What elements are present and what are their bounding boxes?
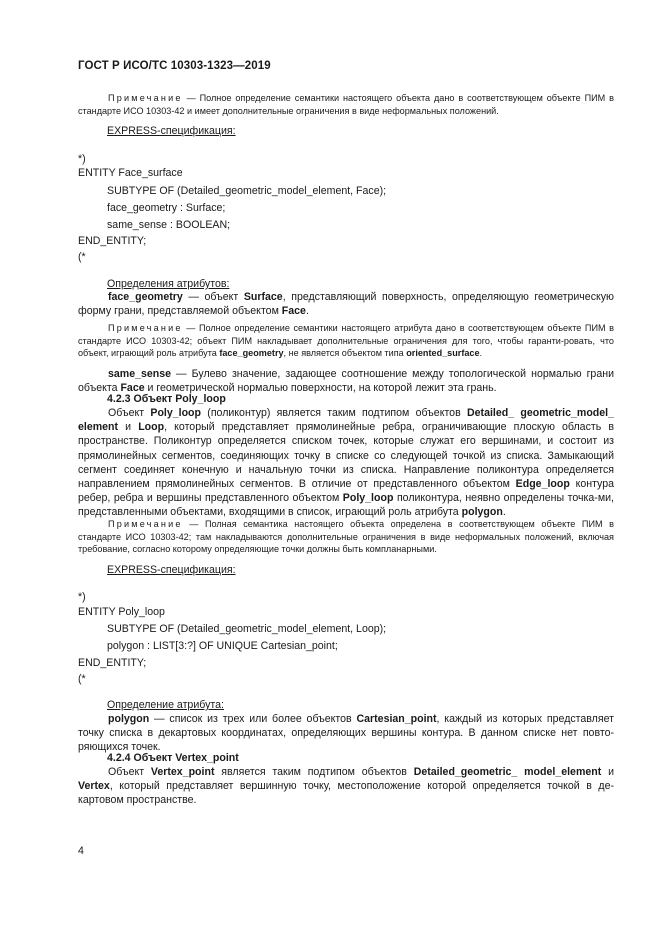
code-line: same_sense : BOOLEAN; [107, 219, 231, 231]
same-sense-definition: same_sense — Булево значение, задающее соотношение между топологической нормалью грани объекта Face и геометрической нормалью поверхности, на которой лежит эта грань. [78, 368, 614, 395]
page-number: 4 [78, 845, 84, 857]
code-line: ENTITY Poly_loop [78, 606, 165, 618]
note-label: Примечание [108, 93, 183, 103]
section-heading-4-2-3: 4.2.3 Объект Poly_loop [107, 393, 226, 405]
note-3: Примечание — Полная семантика настоящего объекта определена в соответствующем объекте ПИМ в стандарте ИСО 10303-42; там накладываются дополнительные ограничения в виде неформальных положений, включая требование, согласно которому определяющие точки должны быть компланарными. [78, 519, 614, 555]
code-line: SUBTYPE OF (Detailed_geometric_model_element, Face); [107, 185, 387, 197]
attributes-title: Определения атрибутов: [107, 278, 230, 290]
polygon-definition: polygon — список из трех или более объектов Cartesian_point, каждый из которых представляет точку списка в декартовых координатах, определяющих вершины контура. В данном списке нет повто-ряющихся точек. [78, 713, 614, 754]
vertex-point-paragraph: Объект Vertex_point является таким подтипом объектов Detailed_geometric_ model_element и Vertex, который представляет вершинную точку, местоположение которой определяется точкой в де-картовом пространстве. [78, 766, 614, 807]
note-1: Примечание — Полное определение семантики настоящего объекта дано в соответствующем объекте ПИМ в стандарте ИСО 10303-42 и имеет дополнительные ограничения в виде неформальных положений. [78, 93, 614, 116]
section-heading-4-2-4: 4.2.4 Объект Vertex_point [107, 752, 239, 764]
attribute-title: Определение атрибута: [107, 699, 224, 711]
code-line: face_geometry : Surface; [107, 202, 226, 214]
code-line: SUBTYPE OF (Detailed_geometric_model_element, Loop); [107, 623, 387, 635]
express-spec-title-2: EXPRESS-спецификация: [107, 564, 236, 576]
document-header: ГОСТ Р ИСО/ТС 10303-1323—2019 [78, 60, 271, 72]
code-line: ENTITY Face_surface [78, 167, 183, 179]
code-line: END_ENTITY; [78, 657, 147, 669]
poly-loop-paragraph: Объект Poly_loop (поликонтур) является таким подтипом объектов Detailed_ geometric_model_ element и Loop, который представляет прямолинейные ребра, ограничивающие плоскую область в пространстве. Поликонтур определяется списком точек, которые служат его вершинами, и состоит из прямолинейных сегментов, соединяющих точку в списке со следующей точкой из списка. Замыкающий сегмент соединяет конечную и начальную точки из списка. Направление поликонтура определяется направлением прямолинейных сегментов. В отличие от представленного объектом Edge_loop контура ребер, ребра и вершины представленного объектом Poly_loop поликонтура, неявно определены точка-ми, представленными объектами, входящими в список, играющий роль атрибута polygon. [78, 407, 615, 519]
code-line: (* [78, 251, 86, 263]
face-geometry-definition: face_geometry — объект Surface, представляющий поверхность, определяющую геометрическую форму грани, представляемой объектом Face. [78, 291, 614, 318]
code-line: END_ENTITY; [78, 235, 147, 247]
note-2: Примечание — Полное определение семантики настоящего атрибута дано в соответствующем объекте ПИМ в стандарте ИСО 10303-42; объект ПИМ накладывает дополнительные ограничения для того, чтобы гаранти-ровать, что объект, играющий роль атрибута face_geometry, не является объектом типа oriented_surface. [78, 323, 614, 359]
code-line: *) [78, 591, 86, 603]
express-spec-title-1: EXPRESS-спецификация: [107, 125, 236, 137]
code-line: polygon : LIST[3:?] OF UNIQUE Cartesian_point; [107, 640, 338, 652]
code-line: *) [78, 153, 86, 165]
code-line: (* [78, 673, 86, 685]
